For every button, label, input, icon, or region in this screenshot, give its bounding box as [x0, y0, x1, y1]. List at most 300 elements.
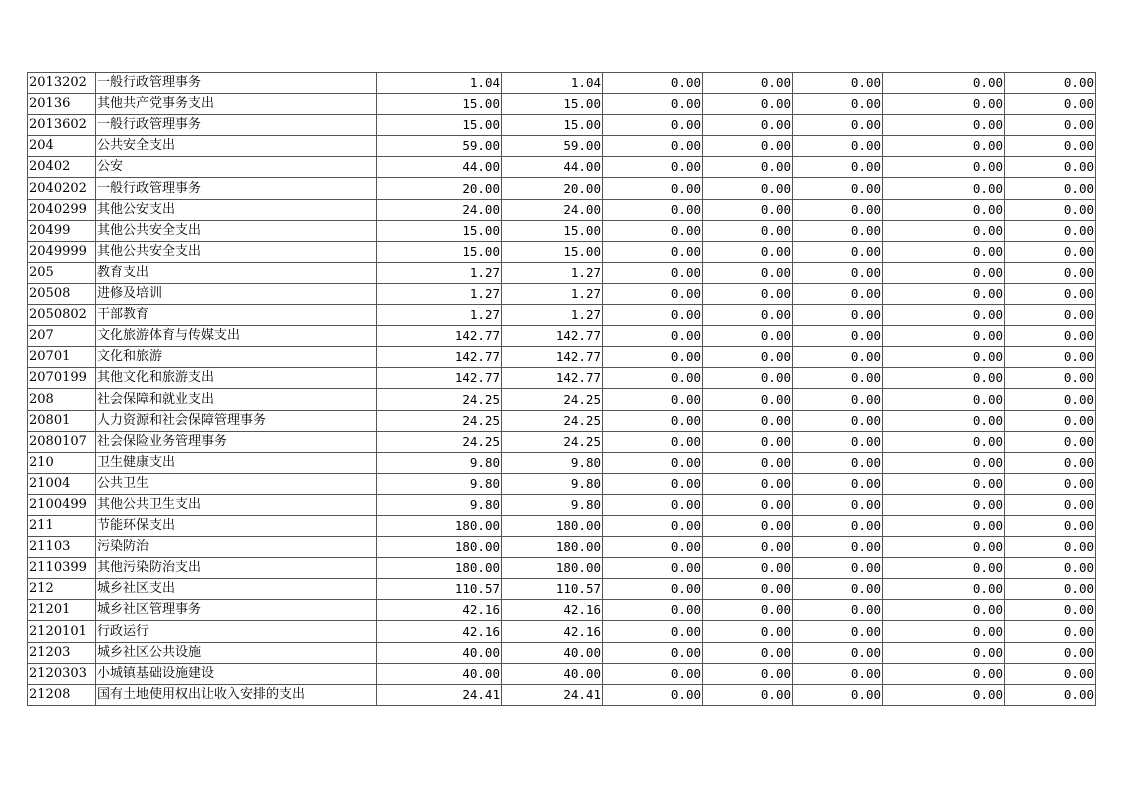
amount-cell: 142.77	[377, 368, 502, 389]
amount-cell: 0.00	[1005, 199, 1096, 220]
amount-cell: 0.00	[603, 220, 703, 241]
subject-name-cell: 干部教育	[96, 305, 377, 326]
amount-cell: 0.00	[883, 389, 1005, 410]
amount-cell: 0.00	[793, 410, 883, 431]
amount-cell: 20.00	[502, 178, 603, 199]
subject-code-cell: 20508	[28, 283, 96, 304]
amount-cell: 0.00	[883, 178, 1005, 199]
amount-cell: 0.00	[793, 621, 883, 642]
amount-cell: 0.00	[793, 73, 883, 94]
amount-cell: 0.00	[883, 431, 1005, 452]
amount-cell: 42.16	[502, 621, 603, 642]
amount-cell: 0.00	[703, 157, 793, 178]
subject-code-cell: 2100499	[28, 494, 96, 515]
amount-cell: 0.00	[703, 515, 793, 536]
amount-cell: 9.80	[502, 473, 603, 494]
amount-cell: 0.00	[603, 389, 703, 410]
amount-cell: 0.00	[793, 136, 883, 157]
amount-cell: 0.00	[883, 579, 1005, 600]
subject-code-cell: 2040299	[28, 199, 96, 220]
amount-cell: 1.27	[502, 262, 603, 283]
amount-cell: 0.00	[703, 178, 793, 199]
amount-cell: 40.00	[502, 663, 603, 684]
amount-cell: 0.00	[793, 431, 883, 452]
subject-code-cell: 2049999	[28, 241, 96, 262]
amount-cell: 0.00	[883, 473, 1005, 494]
budget-expenditure-table	[27, 72, 1096, 706]
amount-cell: 0.00	[603, 73, 703, 94]
subject-code-cell: 2110399	[28, 558, 96, 579]
subject-code-cell: 207	[28, 326, 96, 347]
amount-cell: 0.00	[793, 178, 883, 199]
amount-cell: 1.27	[377, 262, 502, 283]
amount-cell: 0.00	[603, 600, 703, 621]
amount-cell: 142.77	[502, 368, 603, 389]
table-row	[28, 94, 1096, 115]
amount-cell: 0.00	[603, 283, 703, 304]
subject-code-cell: 208	[28, 389, 96, 410]
amount-cell: 0.00	[1005, 115, 1096, 136]
amount-cell: 0.00	[603, 262, 703, 283]
subject-name-cell: 一般行政管理事务	[96, 73, 377, 94]
amount-cell: 110.57	[377, 579, 502, 600]
amount-cell: 0.00	[703, 368, 793, 389]
amount-cell: 24.25	[502, 410, 603, 431]
table-row	[28, 73, 1096, 94]
amount-cell: 0.00	[603, 663, 703, 684]
amount-cell: 0.00	[1005, 410, 1096, 431]
amount-cell: 180.00	[502, 515, 603, 536]
amount-cell: 0.00	[603, 537, 703, 558]
amount-cell: 9.80	[377, 473, 502, 494]
table-row	[28, 347, 1096, 368]
amount-cell: 142.77	[377, 347, 502, 368]
subject-name-cell: 文化和旅游	[96, 347, 377, 368]
amount-cell: 180.00	[377, 537, 502, 558]
subject-code-cell: 20801	[28, 410, 96, 431]
amount-cell: 0.00	[793, 473, 883, 494]
subject-name-cell: 行政运行	[96, 621, 377, 642]
subject-name-cell: 公共安全支出	[96, 136, 377, 157]
table-row	[28, 684, 1096, 705]
subject-name-cell: 公共卫生	[96, 473, 377, 494]
subject-code-cell: 21203	[28, 642, 96, 663]
table-row	[28, 642, 1096, 663]
amount-cell: 9.80	[502, 452, 603, 473]
amount-cell: 0.00	[883, 199, 1005, 220]
amount-cell: 0.00	[1005, 347, 1096, 368]
table-row	[28, 157, 1096, 178]
amount-cell: 0.00	[1005, 305, 1096, 326]
amount-cell: 0.00	[1005, 241, 1096, 262]
table-row	[28, 494, 1096, 515]
amount-cell: 0.00	[883, 283, 1005, 304]
amount-cell: 42.16	[502, 600, 603, 621]
amount-cell: 44.00	[377, 157, 502, 178]
subject-code-cell: 21004	[28, 473, 96, 494]
amount-cell: 1.04	[377, 73, 502, 94]
amount-cell: 0.00	[603, 494, 703, 515]
amount-cell: 15.00	[502, 115, 603, 136]
subject-name-cell: 进修及培训	[96, 283, 377, 304]
amount-cell: 0.00	[1005, 621, 1096, 642]
amount-cell: 59.00	[377, 136, 502, 157]
amount-cell: 0.00	[1005, 389, 1096, 410]
amount-cell: 0.00	[1005, 473, 1096, 494]
amount-cell: 0.00	[603, 579, 703, 600]
amount-cell: 180.00	[502, 558, 603, 579]
amount-cell: 0.00	[883, 305, 1005, 326]
amount-cell: 0.00	[793, 452, 883, 473]
amount-cell: 0.00	[603, 241, 703, 262]
amount-cell: 0.00	[703, 347, 793, 368]
subject-name-cell: 城乡社区支出	[96, 579, 377, 600]
subject-code-cell: 2120101	[28, 621, 96, 642]
amount-cell: 0.00	[703, 220, 793, 241]
amount-cell: 0.00	[793, 199, 883, 220]
amount-cell: 0.00	[1005, 73, 1096, 94]
amount-cell: 0.00	[883, 368, 1005, 389]
amount-cell: 44.00	[502, 157, 603, 178]
amount-cell: 0.00	[793, 642, 883, 663]
amount-cell: 24.25	[377, 431, 502, 452]
amount-cell: 0.00	[793, 600, 883, 621]
subject-code-cell: 204	[28, 136, 96, 157]
amount-cell: 0.00	[603, 473, 703, 494]
amount-cell: 0.00	[883, 94, 1005, 115]
subject-code-cell: 205	[28, 262, 96, 283]
amount-cell: 0.00	[1005, 663, 1096, 684]
subject-name-cell: 一般行政管理事务	[96, 178, 377, 199]
table-row	[28, 389, 1096, 410]
subject-code-cell: 20499	[28, 220, 96, 241]
table-row	[28, 579, 1096, 600]
amount-cell: 15.00	[502, 220, 603, 241]
subject-name-cell: 城乡社区管理事务	[96, 600, 377, 621]
subject-name-cell: 其他公共卫生支出	[96, 494, 377, 515]
amount-cell: 9.80	[377, 452, 502, 473]
amount-cell: 0.00	[1005, 579, 1096, 600]
amount-cell: 24.41	[502, 684, 603, 705]
amount-cell: 0.00	[883, 537, 1005, 558]
table-row	[28, 115, 1096, 136]
amount-cell: 0.00	[793, 347, 883, 368]
subject-name-cell: 其他文化和旅游支出	[96, 368, 377, 389]
amount-cell: 0.00	[793, 684, 883, 705]
subject-name-cell: 社会保险业务管理事务	[96, 431, 377, 452]
subject-code-cell: 21103	[28, 537, 96, 558]
amount-cell: 0.00	[603, 515, 703, 536]
subject-code-cell: 2040202	[28, 178, 96, 199]
table-row	[28, 663, 1096, 684]
amount-cell: 0.00	[703, 241, 793, 262]
amount-cell: 0.00	[1005, 537, 1096, 558]
amount-cell: 0.00	[703, 494, 793, 515]
amount-cell: 0.00	[883, 136, 1005, 157]
amount-cell: 0.00	[883, 347, 1005, 368]
amount-cell: 0.00	[703, 199, 793, 220]
amount-cell: 0.00	[603, 157, 703, 178]
subject-code-cell: 2050802	[28, 305, 96, 326]
table-row	[28, 136, 1096, 157]
amount-cell: 0.00	[793, 241, 883, 262]
amount-cell: 1.04	[502, 73, 603, 94]
amount-cell: 0.00	[883, 115, 1005, 136]
amount-cell: 0.00	[603, 684, 703, 705]
amount-cell: 0.00	[1005, 515, 1096, 536]
amount-cell: 0.00	[703, 73, 793, 94]
subject-code-cell: 211	[28, 515, 96, 536]
amount-cell: 0.00	[703, 663, 793, 684]
subject-code-cell: 21208	[28, 684, 96, 705]
amount-cell: 0.00	[793, 558, 883, 579]
amount-cell: 0.00	[793, 537, 883, 558]
amount-cell: 0.00	[793, 157, 883, 178]
amount-cell: 15.00	[377, 115, 502, 136]
table-row	[28, 621, 1096, 642]
amount-cell: 0.00	[703, 473, 793, 494]
amount-cell: 1.27	[502, 305, 603, 326]
subject-code-cell: 21201	[28, 600, 96, 621]
amount-cell: 0.00	[1005, 431, 1096, 452]
amount-cell: 1.27	[377, 283, 502, 304]
subject-code-cell: 2013202	[28, 73, 96, 94]
amount-cell: 0.00	[703, 305, 793, 326]
amount-cell: 0.00	[1005, 94, 1096, 115]
subject-name-cell: 一般行政管理事务	[96, 115, 377, 136]
amount-cell: 0.00	[793, 389, 883, 410]
amount-cell: 0.00	[793, 663, 883, 684]
table-row	[28, 283, 1096, 304]
amount-cell: 0.00	[883, 515, 1005, 536]
amount-cell: 0.00	[883, 663, 1005, 684]
amount-cell: 0.00	[603, 558, 703, 579]
amount-cell: 15.00	[377, 220, 502, 241]
subject-name-cell: 教育支出	[96, 262, 377, 283]
amount-cell: 40.00	[377, 642, 502, 663]
amount-cell: 0.00	[883, 642, 1005, 663]
subject-code-cell: 20136	[28, 94, 96, 115]
amount-cell: 180.00	[377, 558, 502, 579]
amount-cell: 0.00	[703, 537, 793, 558]
amount-cell: 0.00	[603, 178, 703, 199]
amount-cell: 0.00	[603, 410, 703, 431]
amount-cell: 0.00	[883, 621, 1005, 642]
amount-cell: 0.00	[703, 642, 793, 663]
amount-cell: 0.00	[703, 115, 793, 136]
amount-cell: 20.00	[377, 178, 502, 199]
amount-cell: 15.00	[502, 241, 603, 262]
amount-cell: 0.00	[703, 600, 793, 621]
amount-cell: 0.00	[1005, 684, 1096, 705]
amount-cell: 0.00	[793, 326, 883, 347]
amount-cell: 0.00	[1005, 368, 1096, 389]
amount-cell: 0.00	[883, 452, 1005, 473]
amount-cell: 0.00	[603, 452, 703, 473]
amount-cell: 0.00	[603, 368, 703, 389]
subject-code-cell: 2013602	[28, 115, 96, 136]
amount-cell: 110.57	[502, 579, 603, 600]
amount-cell: 0.00	[883, 73, 1005, 94]
amount-cell: 24.41	[377, 684, 502, 705]
amount-cell: 15.00	[377, 94, 502, 115]
amount-cell: 0.00	[703, 262, 793, 283]
amount-cell: 0.00	[883, 494, 1005, 515]
subject-code-cell: 2080107	[28, 431, 96, 452]
amount-cell: 0.00	[603, 115, 703, 136]
amount-cell: 0.00	[1005, 283, 1096, 304]
subject-name-cell: 公安	[96, 157, 377, 178]
subject-code-cell: 210	[28, 452, 96, 473]
amount-cell: 0.00	[883, 262, 1005, 283]
amount-cell: 1.27	[377, 305, 502, 326]
amount-cell: 9.80	[502, 494, 603, 515]
subject-code-cell: 2070199	[28, 368, 96, 389]
amount-cell: 0.00	[603, 621, 703, 642]
amount-cell: 0.00	[1005, 326, 1096, 347]
table-row	[28, 537, 1096, 558]
table-row	[28, 262, 1096, 283]
amount-cell: 180.00	[377, 515, 502, 536]
amount-cell: 24.25	[502, 389, 603, 410]
amount-cell: 0.00	[793, 283, 883, 304]
amount-cell: 0.00	[1005, 494, 1096, 515]
table-row	[28, 410, 1096, 431]
subject-code-cell: 212	[28, 579, 96, 600]
subject-name-cell: 城乡社区公共设施	[96, 642, 377, 663]
amount-cell: 0.00	[883, 241, 1005, 262]
amount-cell: 24.00	[502, 199, 603, 220]
amount-cell: 0.00	[1005, 178, 1096, 199]
amount-cell: 0.00	[793, 368, 883, 389]
table-row	[28, 431, 1096, 452]
amount-cell: 15.00	[502, 94, 603, 115]
amount-cell: 0.00	[703, 410, 793, 431]
subject-name-cell: 小城镇基础设施建设	[96, 663, 377, 684]
table-row	[28, 220, 1096, 241]
amount-cell: 0.00	[1005, 136, 1096, 157]
amount-cell: 9.80	[377, 494, 502, 515]
amount-cell: 1.27	[502, 283, 603, 304]
subject-name-cell: 社会保障和就业支出	[96, 389, 377, 410]
amount-cell: 0.00	[703, 621, 793, 642]
amount-cell: 0.00	[793, 220, 883, 241]
table-row	[28, 368, 1096, 389]
amount-cell: 40.00	[502, 642, 603, 663]
amount-cell: 0.00	[793, 115, 883, 136]
amount-cell: 180.00	[502, 537, 603, 558]
amount-cell: 15.00	[377, 241, 502, 262]
subject-name-cell: 其他公共安全支出	[96, 220, 377, 241]
amount-cell: 0.00	[793, 515, 883, 536]
amount-cell: 142.77	[502, 347, 603, 368]
amount-cell: 0.00	[603, 642, 703, 663]
table-row	[28, 326, 1096, 347]
table-row	[28, 473, 1096, 494]
amount-cell: 0.00	[1005, 642, 1096, 663]
amount-cell: 0.00	[703, 326, 793, 347]
amount-cell: 42.16	[377, 600, 502, 621]
table-row	[28, 305, 1096, 326]
subject-name-cell: 文化旅游体育与传媒支出	[96, 326, 377, 347]
table-body	[28, 73, 1096, 706]
amount-cell: 0.00	[883, 410, 1005, 431]
amount-cell: 0.00	[883, 220, 1005, 241]
subject-name-cell: 其他公安支出	[96, 199, 377, 220]
amount-cell: 0.00	[603, 136, 703, 157]
subject-name-cell: 国有土地使用权出让收入安排的支出	[96, 684, 377, 705]
table-row	[28, 600, 1096, 621]
amount-cell: 0.00	[703, 452, 793, 473]
subject-name-cell: 其他共产党事务支出	[96, 94, 377, 115]
amount-cell: 0.00	[703, 389, 793, 410]
amount-cell: 40.00	[377, 663, 502, 684]
amount-cell: 0.00	[793, 305, 883, 326]
amount-cell: 24.25	[377, 389, 502, 410]
amount-cell: 0.00	[703, 579, 793, 600]
amount-cell: 24.25	[377, 410, 502, 431]
amount-cell: 42.16	[377, 621, 502, 642]
subject-name-cell: 污染防治	[96, 537, 377, 558]
table-row	[28, 199, 1096, 220]
amount-cell: 142.77	[502, 326, 603, 347]
amount-cell: 0.00	[793, 262, 883, 283]
amount-cell: 0.00	[1005, 558, 1096, 579]
subject-name-cell: 节能环保支出	[96, 515, 377, 536]
amount-cell: 0.00	[793, 494, 883, 515]
amount-cell: 0.00	[1005, 600, 1096, 621]
amount-cell: 0.00	[793, 94, 883, 115]
amount-cell: 0.00	[703, 684, 793, 705]
amount-cell: 0.00	[883, 558, 1005, 579]
subject-name-cell: 其他污染防治支出	[96, 558, 377, 579]
amount-cell: 24.25	[502, 431, 603, 452]
amount-cell: 0.00	[703, 94, 793, 115]
amount-cell: 0.00	[703, 431, 793, 452]
amount-cell: 0.00	[603, 305, 703, 326]
subject-code-cell: 20701	[28, 347, 96, 368]
table-row	[28, 452, 1096, 473]
amount-cell: 0.00	[883, 684, 1005, 705]
amount-cell: 0.00	[883, 600, 1005, 621]
amount-cell: 0.00	[883, 326, 1005, 347]
amount-cell: 0.00	[603, 94, 703, 115]
amount-cell: 0.00	[1005, 262, 1096, 283]
table-row	[28, 178, 1096, 199]
table-row	[28, 515, 1096, 536]
amount-cell: 59.00	[502, 136, 603, 157]
subject-name-cell: 其他公共安全支出	[96, 241, 377, 262]
amount-cell: 0.00	[793, 579, 883, 600]
amount-cell: 142.77	[377, 326, 502, 347]
amount-cell: 0.00	[603, 326, 703, 347]
amount-cell: 0.00	[603, 347, 703, 368]
amount-cell: 0.00	[1005, 452, 1096, 473]
amount-cell: 24.00	[377, 199, 502, 220]
subject-code-cell: 20402	[28, 157, 96, 178]
amount-cell: 0.00	[1005, 157, 1096, 178]
amount-cell: 0.00	[603, 199, 703, 220]
amount-cell: 0.00	[703, 283, 793, 304]
amount-cell: 0.00	[1005, 220, 1096, 241]
table-row	[28, 558, 1096, 579]
amount-cell: 0.00	[703, 558, 793, 579]
subject-code-cell: 2120303	[28, 663, 96, 684]
subject-name-cell: 人力资源和社会保障管理事务	[96, 410, 377, 431]
subject-name-cell: 卫生健康支出	[96, 452, 377, 473]
amount-cell: 0.00	[883, 157, 1005, 178]
table-row	[28, 241, 1096, 262]
